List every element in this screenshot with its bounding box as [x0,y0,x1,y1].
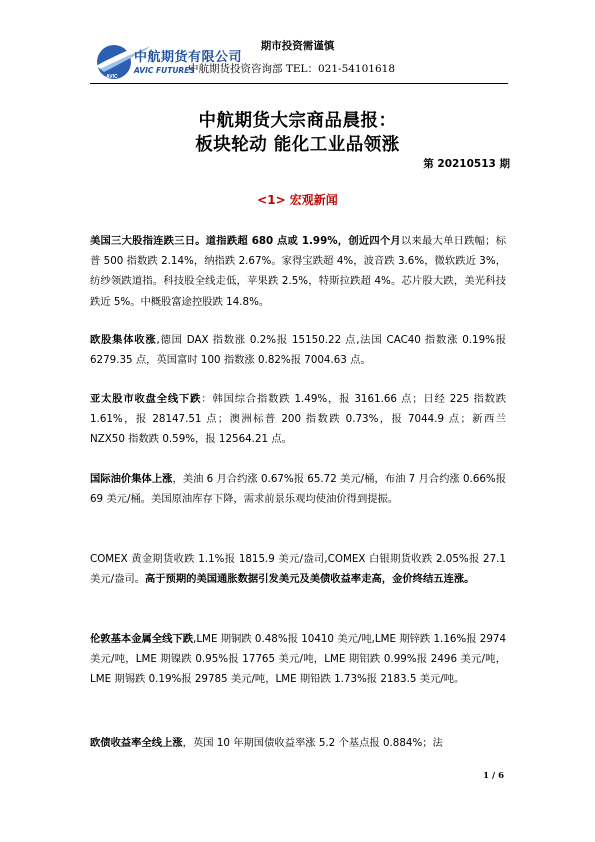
paragraph-lead: 欧债收益率全线上涨 [90,737,183,749]
report-title: 中航期货大宗商品晨报： [198,111,397,131]
paragraph-eu-bonds [90,733,506,753]
paragraph-metals [90,629,506,690]
paragraph-gold [90,549,506,589]
paragraph-oil [90,469,506,509]
risk-disclaimer: 期市投资需谨慎 [260,40,335,52]
header-divider [90,83,508,84]
paragraph-asia-stocks [90,389,506,450]
paragraph-lead: 欧股集体收涨 [90,334,157,346]
paragraph-body: COMEX 黄金期货收跌 1.1%报 1815.9 美元/盎司,COMEX 白银期货收跌 2.05%报 27.1 美元/盎司。 [90,553,506,586]
paragraph-body: ,LME 期铜跌 0.48%报 10410 美元/吨,LME 期锌跌 1.16%报 2974 美元/吨，LME 期镍跌 0.95%报 17765 美元/吨，LME 期铝跌 0.99%报 2496 美元/吨，LME 期锡跌 0.19%报 29785 美元/吨，LME 期铅跌 1.73%报 2183.5 美元/吨。 [90,633,507,686]
company-name-cn: 中航期货有限公司 [134,50,243,65]
paragraph-body: 以来最大单日跌幅；标普 500 指数跌 2.14%，纳指跌 2.67%。家得宝跌超 4%，波音跌 3.6%，微软跌近 3%，纺纱领跌道指。科技股全线走低，苹果跌 2.5%，特斯拉跌超 4%。芯片股大跌，美光科技跌近 5%。中概股富途控股跌 14.8%。 [90,235,506,308]
issue-number: 第 20210513 期 [423,158,510,170]
paragraph-lead: 美国三大股指连跌三日。道指跌超 680 点或 1.99%，创近四个月 [90,235,401,247]
report-subtitle: 板块轮动 能化工业品领涨 [195,135,400,155]
section-heading: <1> 宏观新闻 [257,193,338,207]
paragraph-lead: 伦敦基本金属全线下跌 [90,633,194,645]
contact-info: 中航期货投资咨询部 TEL：021-54101618 [188,63,396,75]
paragraph-tail: 高于预期的美国通胀数据引发美元及美债收益率走高，金价终结五连涨。 [144,573,475,586]
paragraph-eu-stocks [90,330,506,370]
paragraph-lead: 国际油价集体上涨 [90,473,173,485]
logo-text: AVIC [106,74,118,80]
paragraph-body: ：韩国综合指数跌 1.49%，报 3161.66 点；日经 225 指数跌 1.61%，报 28147.51 点；澳洲标普 200 指数跌 0.73%，报 7044.9 点；新西兰 NZX50 指数跌 0.59%，报 12564.21 点。 [90,393,507,446]
paragraph-body: ，美油 6 月合约涨 0.67%报 65.72 美元/桶，布油 7 月合约涨 0.66%报 69 美元/桶。美国原油库存下降，需求前景乐观均使油价得到提振。 [90,473,507,506]
paragraph-us-stocks [90,231,506,312]
paragraph-body: ，英国 10 年期国债收益率涨 5.2 个基点报 0.884%；法 [182,737,443,749]
page-number: 1 / 6 [483,771,504,781]
paragraph-lead: 亚太股市收盘全线下跌 [90,393,202,405]
paragraph-body: ,德国 DAX 指数涨 0.2%报 15150.22 点,法国 CAC40 指数涨 0.19%报 6279.35 点，英国富时 100 指数涨 0.82%报 7004.63 点。 [90,334,506,367]
company-name-en: AVIC FUTURES [134,66,195,75]
